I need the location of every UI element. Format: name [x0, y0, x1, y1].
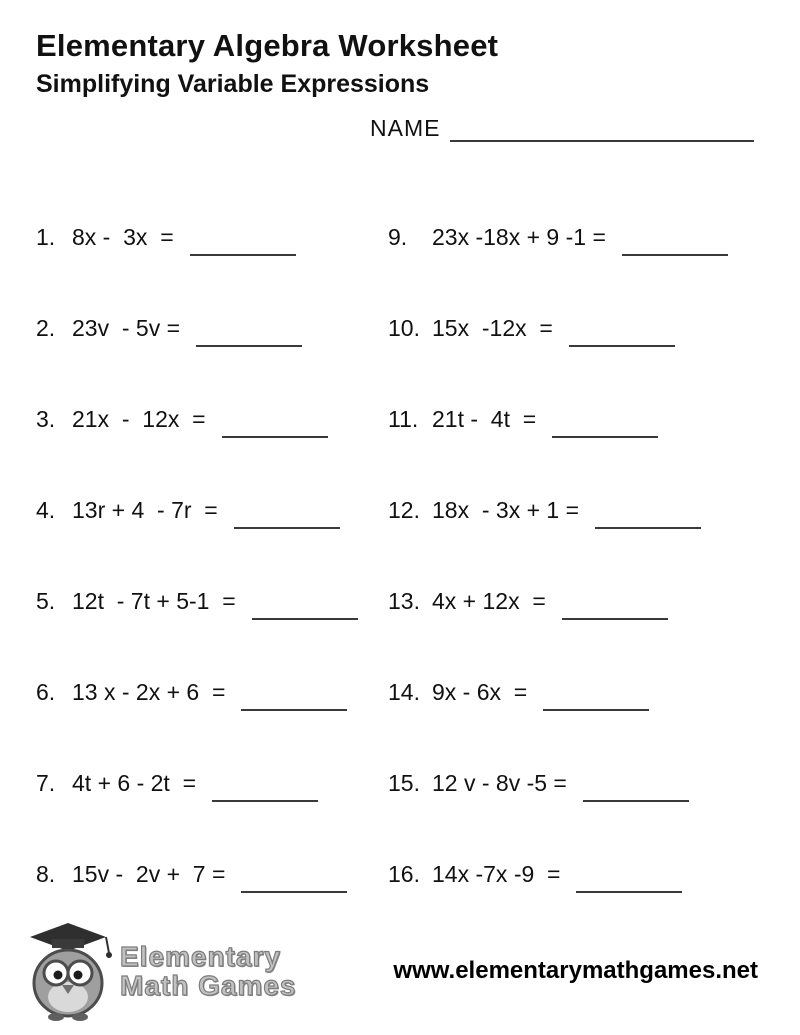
problem-number: 5.: [36, 588, 56, 614]
problem-number: 15.: [388, 770, 420, 796]
problem-number: 4.: [36, 497, 56, 523]
problem-number: 12.: [388, 497, 420, 523]
problem-row: [36, 315, 388, 406]
problem-number: 9.: [388, 224, 408, 250]
answer-blank: [552, 418, 658, 438]
answer-blank: [562, 600, 668, 620]
page-title: Elementary Algebra Worksheet: [36, 28, 499, 63]
name-blank-line: [450, 116, 754, 142]
problem-expression: 13 x - 2x + 6 =: [72, 679, 226, 705]
problem-expression: 12t - 7t + 5-1 =: [72, 588, 236, 614]
answer-blank: [222, 418, 328, 438]
problem-expression: 8x - 3x =: [72, 224, 174, 250]
problem-number: 14.: [388, 679, 420, 705]
logo-wordmark: [120, 942, 297, 1000]
problem-number: 11.: [388, 406, 419, 432]
worksheet-header: [0, 0, 800, 142]
problem-expression: 4t + 6 - 2t =: [72, 770, 197, 796]
problem-row: [388, 497, 800, 588]
problems-section: [0, 224, 800, 952]
problem-number: 13.: [388, 588, 420, 614]
problem-expression: 13r + 4 - 7r =: [72, 497, 218, 523]
answer-blank: [569, 327, 675, 347]
elementary-math-games-logo: [22, 921, 297, 1021]
problem-expression: 15x -12x =: [432, 315, 553, 341]
problem-expression: 15v - 2v + 7 =: [72, 861, 226, 887]
name-field-row: [370, 114, 754, 142]
problem-expression: 12 v - 8v -5 =: [432, 770, 567, 796]
problem-expression: 14x -7x -9 =: [432, 861, 561, 887]
page-subtitle: Simplifying Variable Expressions: [36, 70, 430, 98]
problem-number: 6.: [36, 679, 56, 705]
answer-blank: [576, 873, 682, 893]
problem-number: 10.: [388, 315, 420, 341]
answer-blank: [595, 509, 701, 529]
problem-row: [36, 588, 388, 679]
problem-row: [388, 224, 800, 315]
problem-expression: 18x - 3x + 1 =: [432, 497, 580, 523]
answer-blank: [212, 782, 318, 802]
problem-number: 3.: [36, 406, 56, 432]
problem-number: 16.: [388, 861, 420, 887]
answer-blank: [241, 691, 347, 711]
logo-line-2: Math Games: [120, 970, 297, 1001]
page-footer: [22, 921, 758, 1021]
answer-blank: [583, 782, 689, 802]
problem-expression: 21t - 4t =: [432, 406, 537, 432]
problem-expression: 23v - 5v =: [72, 315, 181, 341]
answer-blank: [190, 236, 296, 256]
answer-blank: [196, 327, 302, 347]
problem-row: [36, 679, 388, 770]
answer-blank: [622, 236, 728, 256]
answer-blank: [543, 691, 649, 711]
owl-graduate-icon: [22, 921, 114, 1021]
problems-left-column: [0, 224, 388, 952]
problem-number: 7.: [36, 770, 56, 796]
website-url: www.elementarymathgames.net: [393, 957, 758, 984]
problem-row: [36, 406, 388, 497]
problem-row: [388, 588, 800, 679]
problem-row: [388, 406, 800, 497]
problem-number: 8.: [36, 861, 56, 887]
problem-expression: 9x - 6x =: [432, 679, 528, 705]
answer-blank: [252, 600, 358, 620]
problem-row: [388, 315, 800, 406]
problem-row: [388, 770, 800, 861]
answer-blank: [241, 873, 347, 893]
problem-expression: 21x - 12x =: [72, 406, 206, 432]
problem-number: 2.: [36, 315, 56, 341]
logo-line-1: Elementary: [120, 941, 281, 972]
problem-row: [36, 497, 388, 588]
name-label: NAME: [370, 115, 441, 141]
problem-row: [388, 679, 800, 770]
answer-blank: [234, 509, 340, 529]
problem-number: 1.: [36, 224, 56, 250]
problems-right-column: [388, 224, 800, 952]
problem-row: [36, 770, 388, 861]
problem-expression: 23x -18x + 9 -1 =: [432, 224, 606, 250]
problem-expression: 4x + 12x =: [432, 588, 546, 614]
problem-row: [36, 224, 388, 315]
